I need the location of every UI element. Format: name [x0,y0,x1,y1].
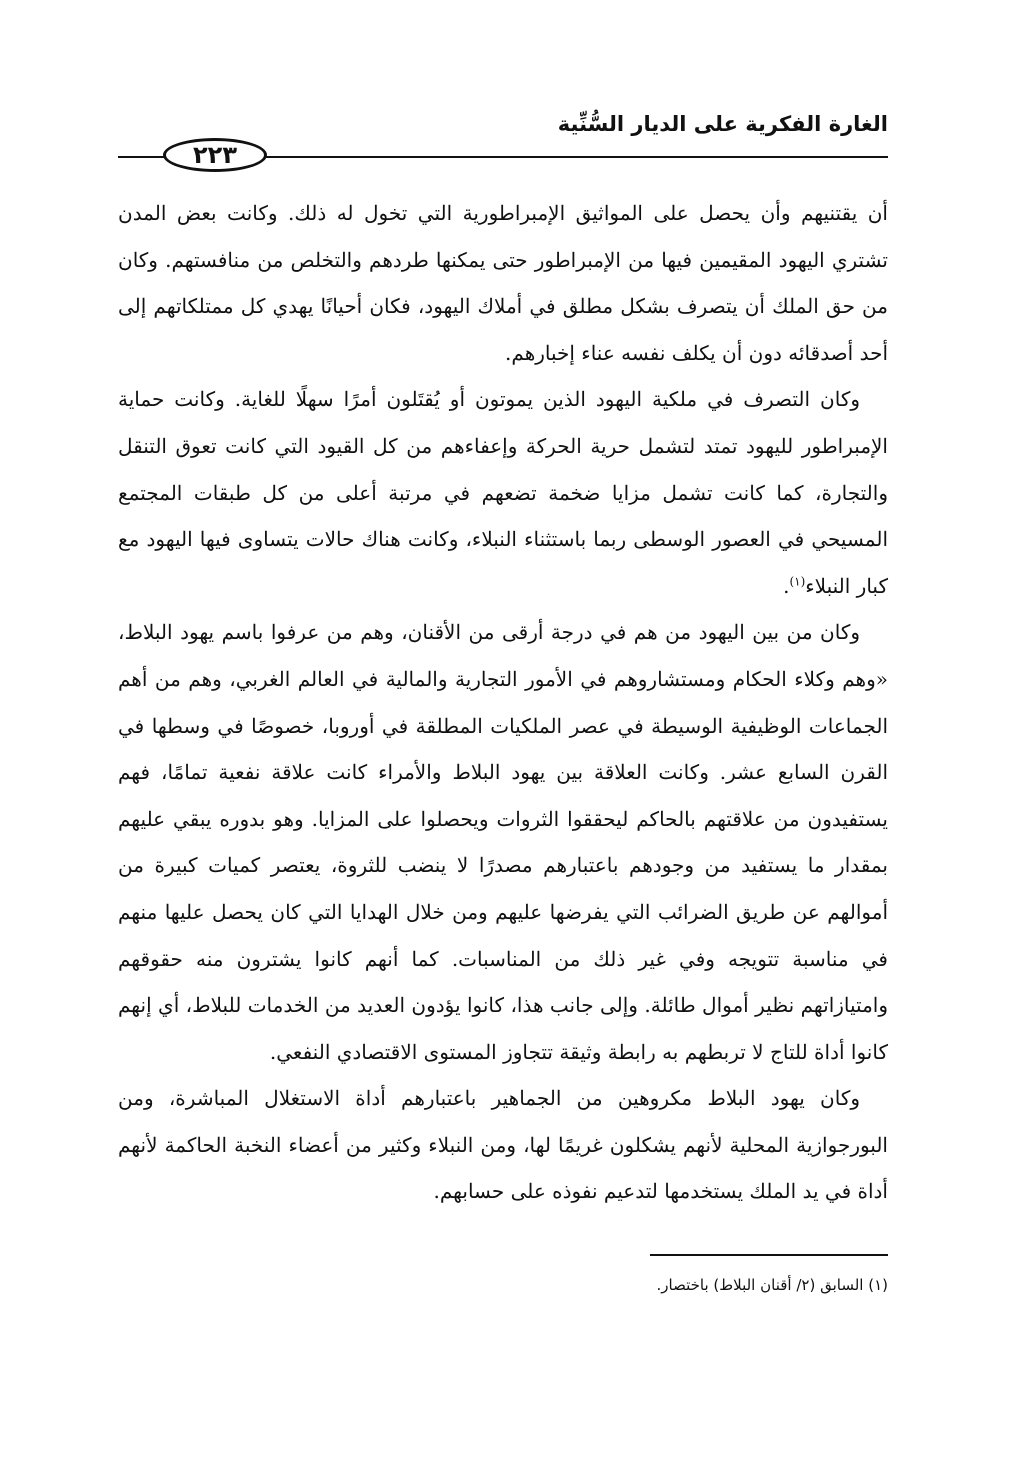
paragraph-3: وكان من بين اليهود من هم في درجة أرقى من الأقنان، وهم من عرفوا باسم يهود البلاط، «وهم وكلاء الحكام ومستشاروهم في الأمور التجارية والمالية في العالم الغربي، وهم من أهم الجماعات الوظيفية الوسيطة في عصر الملكيات المطلقة في أوروبا، خصوصًا في وسطها في القرن السابع عشر. وكانت العلاقة بين يهود البلاط والأمراء كانت علاقة نفعية تمامًا، فهم يستفيدون من علاقتهم بالحاكم ليحققوا الثروات ويحصلوا على المزايا. وهو بدوره يبقي عليهم بمقدار ما يستفيد من وجودهم باعتبارهم مصدرًا لا ينضب للثروة، يعتصر كميات كبيرة من أموالهم عن طريق الضرائب التي يفرضها عليهم ومن خلال الهدايا التي كان يحصل عليها منهم في مناسبة تتويجه وفي غير ذلك من المناسبات. كما أنهم كانوا يشترون منه حقوقهم وامتيازاتهم نظير أموال طائلة. وإلى جانب هذا، كانوا يؤدون العديد من الخدمات للبلاط، أي إنهم كانوا أداة للتاج لا تربطهم به رابطة وثيقة تتجاوز المستوى الاقتصادي النفعي. [118,620,889,1064]
footnote-reference: (١) [789,574,806,589]
page-number-badge [163,138,267,172]
paragraph-4: وكان يهود البلاط مكروهين من الجماهير باعتبارهم أداة الاستغلال المباشرة، ومن البورجوازية المحلية لأنهم يشكلون غريمًا لها، ومن النبلاء وكثير من أعضاء النخبة الحاكمة لأنهم أداة في يد الملك يستخدمها لتدعيم نفوذه على حسابهم. [118,1086,888,1204]
body-text [118,190,888,1215]
paragraph-2 [118,376,888,609]
page-header [118,102,888,182]
paragraph-1: أن يقتنيهم وأن يحصل على المواثيق الإمبراطورية التي تخول له ذلك. وكانت بعض المدن تشتري اليهود المقيمين فيها من الإمبراطور حتى يمكنها طردهم والتخلص من منافستهم. وكان من حق الملك أن يتصرف بشكل مطلق في أملاك اليهود، فكان أحيانًا يهدي كل ممتلكاتهم إلى أحد أصدقائه دون أن يكلف نفسه عناء إخبارهم. [118,201,888,365]
page-number: ٢٢٣ [193,141,237,169]
footnote-rule [650,1254,888,1256]
paragraph-2-text: وكان التصرف في ملكية اليهود الذين يموتون أو يُقتَلون أمرًا سهلًا للغاية. وكانت حماية الإمبراطور لليهود تمتد لتشمل حرية الحركة وإعفاءهم من كل القيود التي كانت تعوق التنقل والتجارة، كما كانت تشمل مزايا ضخمة تضعهم في مرتبة أعلى من كل طبقات المجتمع المسيحي في العصور الوسطى ربما باستثناء النبلاء، وكانت هناك حالات يتساوى فيها اليهود مع كبار النبلاء [118,387,888,598]
footnote: (١) السابق (٢/ أقنان البلاط) باختصار. [656,1276,888,1294]
paragraph-2-tail: . [783,573,790,598]
book-title: الغارة الفكرية على الديار السُّنِّية [557,112,888,136]
